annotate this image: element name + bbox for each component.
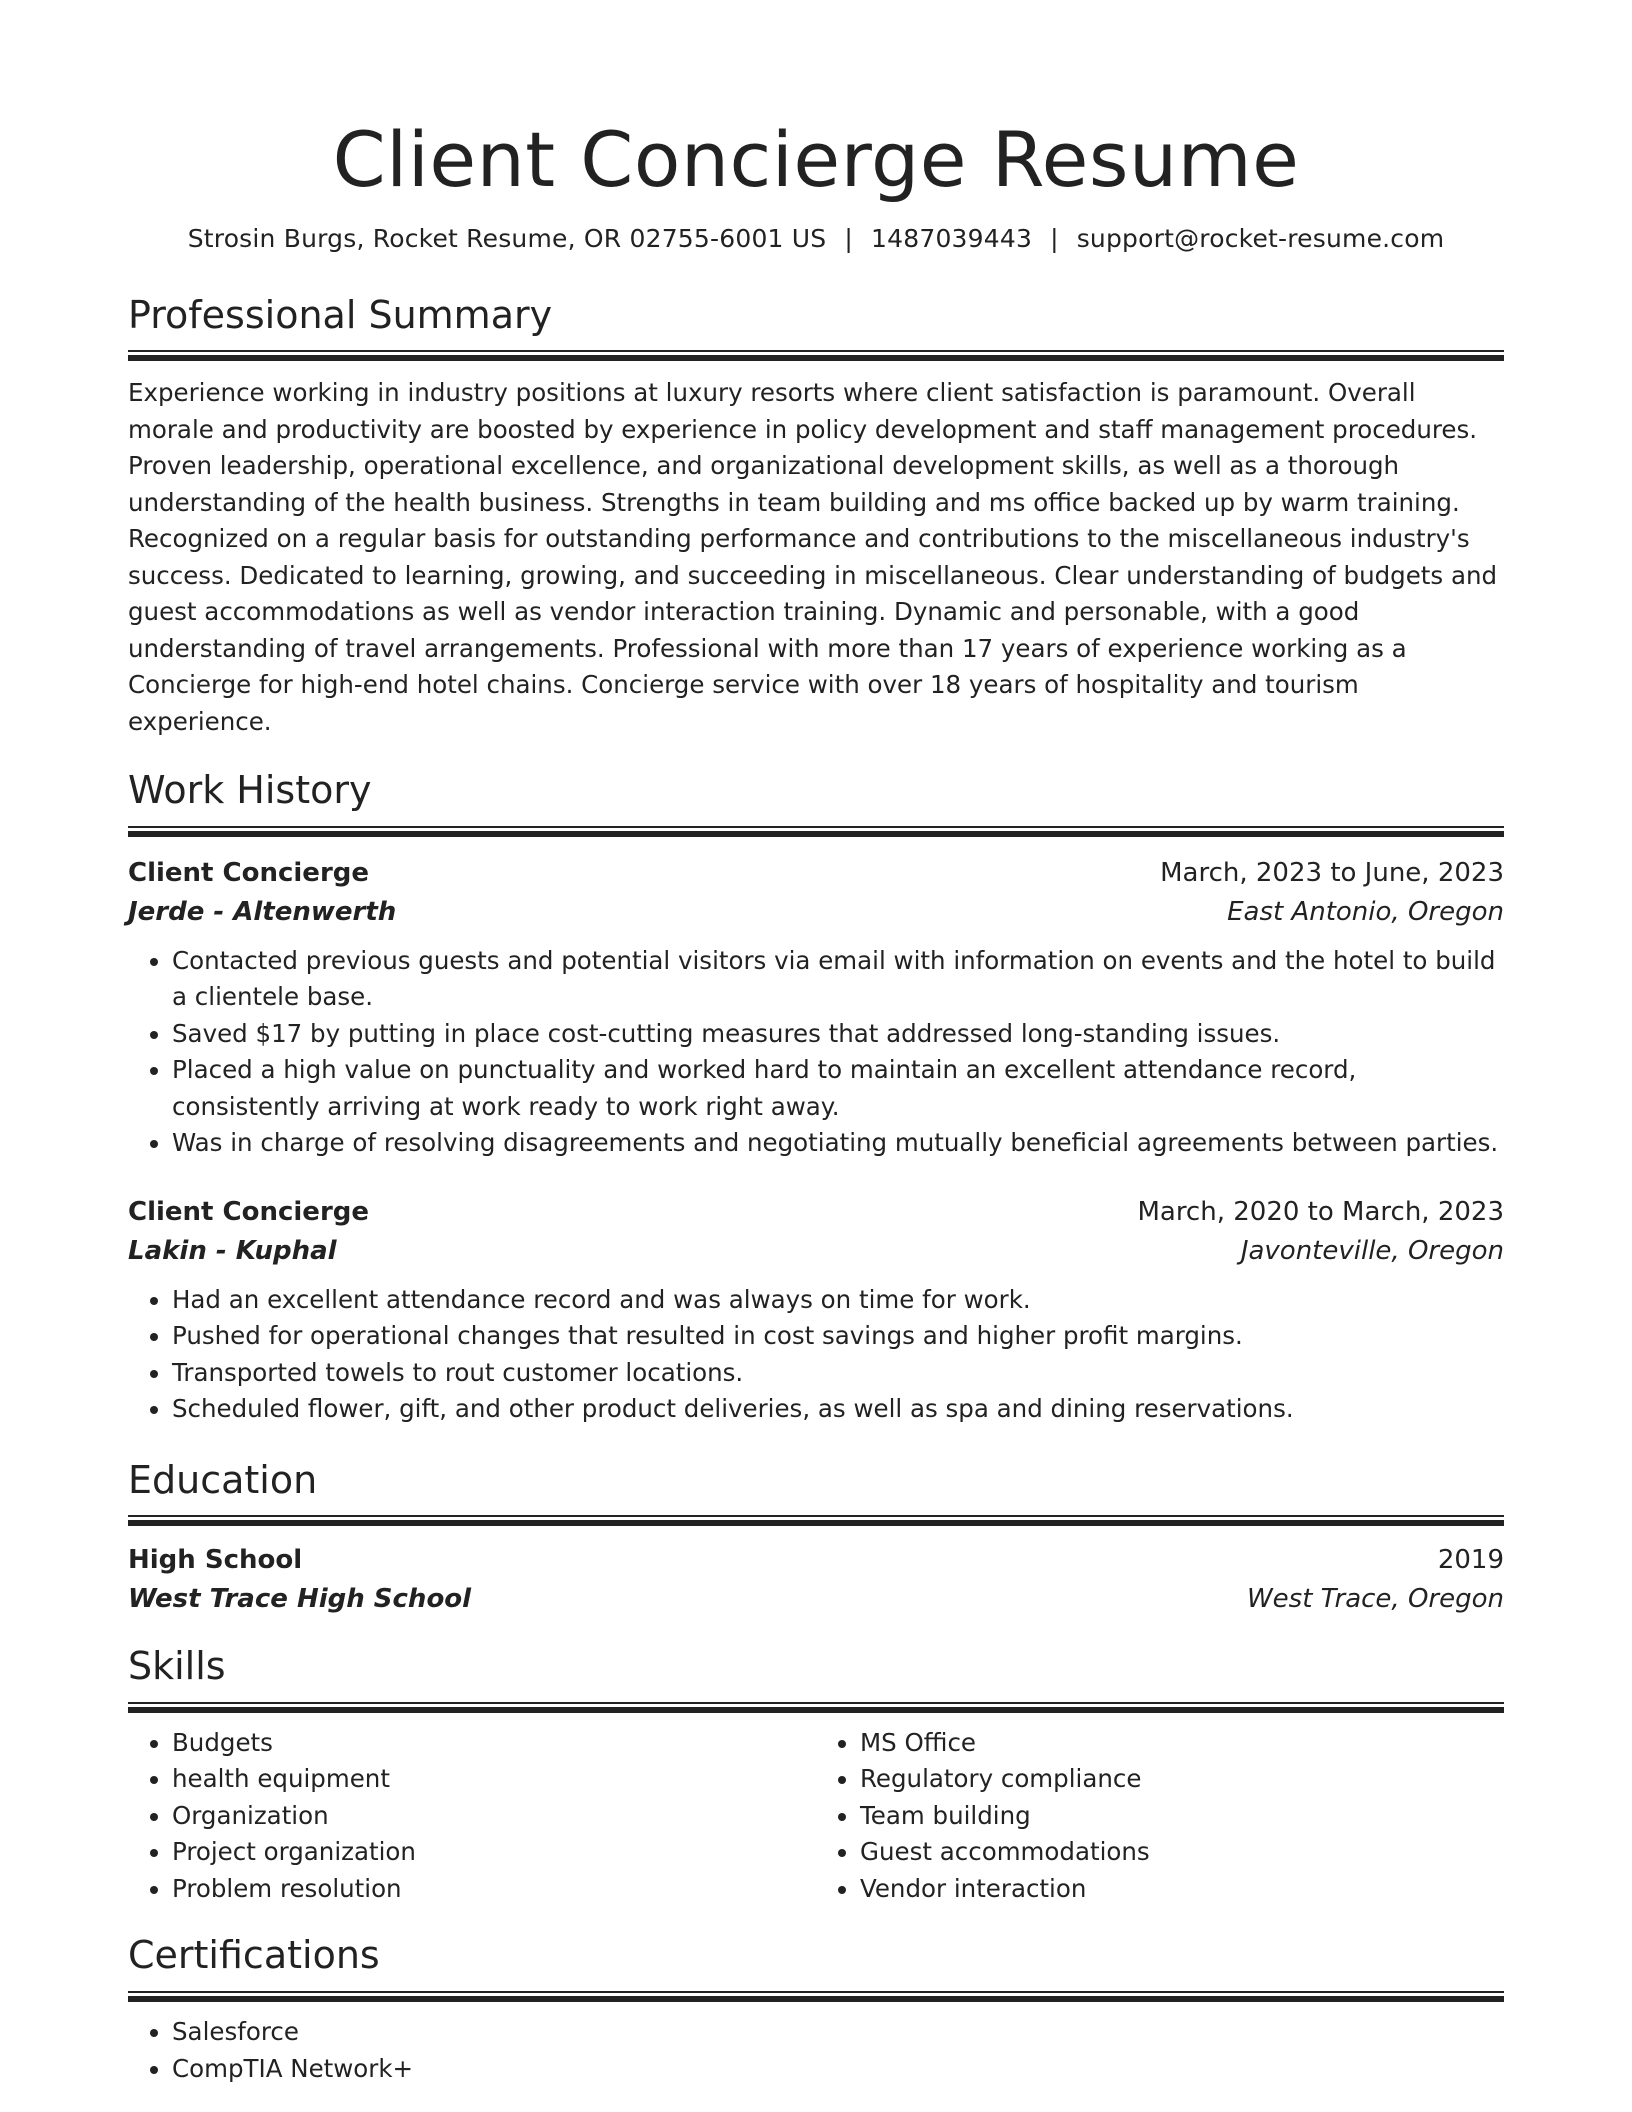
skills-column-left — [128, 1725, 816, 1908]
education-entry — [128, 1540, 1504, 1618]
contact-email: support@rocket-resume.com — [1076, 223, 1445, 253]
job-company: Lakin - Kuphal — [128, 1235, 337, 1266]
skill-item: • Guest accommodations — [860, 1834, 1504, 1871]
job-header-row — [128, 853, 1504, 893]
work-history-heading: Work History — [128, 768, 372, 813]
job-dates: March, 2023 to June, 2023 — [1160, 857, 1504, 888]
certifications-list — [128, 2014, 1504, 2087]
job-title: Client Concierge — [128, 1196, 370, 1227]
education-section — [128, 1458, 1504, 1619]
certification-item: • Salesforce — [172, 2014, 1504, 2051]
section-divider — [128, 1702, 1504, 1713]
skill-item: • MS Office — [860, 1725, 1504, 1762]
job-bullet: • Saved $17 by putting in place cost-cutting measures that addressed long-standing issues. — [172, 1016, 1504, 1053]
skill-item: • Vendor interaction — [860, 1871, 1504, 1908]
education-school-row — [128, 1580, 1504, 1618]
summary-heading: Professional Summary — [128, 292, 553, 337]
job-bullet: • Contacted previous guests and potential visitors via email with information on events and the hotel to build a clientele base. — [172, 943, 1504, 1016]
job-header-row — [128, 1192, 1504, 1232]
skill-item: • Budgets — [172, 1725, 816, 1762]
contact-separator: | — [844, 223, 854, 253]
contact-separator: | — [1050, 223, 1059, 253]
summary-section — [128, 293, 1504, 741]
education-header-row — [128, 1540, 1504, 1580]
skills-column-right — [816, 1725, 1504, 1908]
skill-item: • Organization — [172, 1798, 816, 1835]
page-title: Client Concierge Resume — [332, 115, 1300, 204]
contact-address: Strosin Burgs, Rocket Resume, OR 02755-6001 US — [187, 223, 827, 253]
section-divider — [128, 1991, 1504, 2002]
job-bullet: • Placed a high value on punctuality and worked hard to maintain an excellent attendance record, consistently arriving at work ready to work right away. — [172, 1052, 1504, 1125]
section-divider — [128, 350, 1504, 361]
skills-section — [128, 1644, 1504, 1907]
contact-line — [128, 224, 1504, 253]
job-company-row — [128, 1232, 1504, 1270]
skills-grid — [128, 1725, 1504, 1908]
job-bullet: • Scheduled flower, gift, and other product deliveries, as well as spa and dining reservations. — [172, 1391, 1504, 1428]
education-location: West Trace, Oregon — [1246, 1584, 1504, 1615]
skills-heading: Skills — [128, 1644, 226, 1689]
job-bullet: • Transported towels to rout customer locations. — [172, 1355, 1504, 1392]
summary-text: Experience working in industry positions at luxury resorts where client satisfaction is paramount. Overall morale and productivity are boosted by experience in policy development and staff management procedures. Proven leadership, operational excellence, and organizational development skills, as well as a thorough understanding of the health business. Strengths in team building and ms office backed up by warm training. Recognized on a regular basis for outstanding performance and contributions to the miscellaneous industry's success. Dedicated to learning, growing, and succeeding in miscellaneous. Clear understanding of budgets and guest accommodations as well as vendor interaction training. Dynamic and personable, with a good understanding of travel arrangements. Professional with more than 17 years of experience working as a Concierge for high-end hotel chains. Concierge service with over 18 years of hospitality and tourism experience. — [128, 378, 1498, 736]
skill-item: • Project organization — [172, 1834, 816, 1871]
certification-item: • CompTIA Network+ — [172, 2051, 1504, 2088]
job-company: Jerde - Altenwerth — [128, 896, 397, 927]
education-heading: Education — [128, 1457, 318, 1502]
certifications-section — [128, 1933, 1504, 2087]
job-bullet: • Pushed for operational changes that resulted in cost savings and higher profit margins. — [172, 1318, 1504, 1355]
job-bullet: • Had an excellent attendance record and was always on time for work. — [172, 1282, 1504, 1319]
contact-phone: 1487039443 — [871, 223, 1033, 253]
section-divider — [128, 826, 1504, 837]
education-year: 2019 — [1437, 1545, 1504, 1576]
job-location: East Antonio, Oregon — [1227, 896, 1504, 927]
skill-item: • Regulatory compliance — [860, 1761, 1504, 1798]
certifications-heading: Certifications — [128, 1933, 380, 1978]
education-degree: High School — [128, 1545, 303, 1576]
work-history-section — [128, 768, 1504, 1428]
education-school: West Trace High School — [128, 1584, 472, 1615]
skill-item: • Team building — [860, 1798, 1504, 1835]
job-entry — [128, 853, 1504, 1162]
job-dates: March, 2020 to March, 2023 — [1137, 1196, 1504, 1227]
job-location: Javonteville, Oregon — [1240, 1235, 1504, 1266]
job-title: Client Concierge — [128, 857, 370, 888]
section-divider — [128, 1515, 1504, 1526]
job-bullets — [128, 943, 1504, 1162]
job-bullets — [128, 1282, 1504, 1428]
job-entry — [128, 1192, 1504, 1428]
job-company-row — [128, 893, 1504, 931]
skill-item: • health equipment — [172, 1761, 816, 1798]
skill-item: • Problem resolution — [172, 1871, 816, 1908]
job-bullet: • Was in charge of resolving disagreements and negotiating mutually beneficial agreements between parties. — [172, 1125, 1504, 1162]
